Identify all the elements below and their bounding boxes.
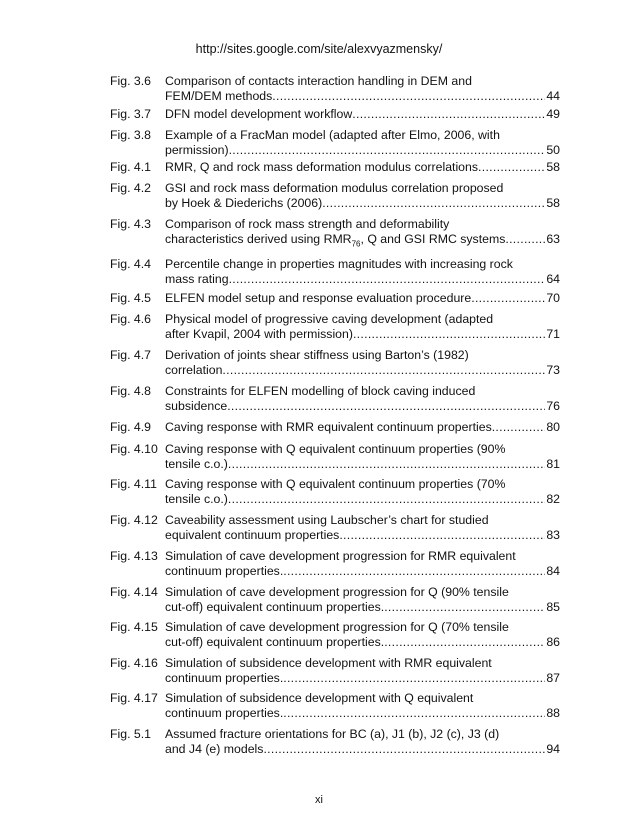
page-reference: 49 bbox=[546, 107, 560, 121]
page-reference: 71 bbox=[546, 327, 560, 342]
figure-entry bbox=[110, 727, 560, 757]
page-reference: 81 bbox=[546, 457, 560, 472]
caption-line: mass rating bbox=[165, 272, 229, 287]
dot-leader bbox=[471, 291, 545, 306]
figure-entry bbox=[110, 128, 560, 158]
caption-line: FEM/DEM methods bbox=[165, 89, 273, 103]
page-reference: 58 bbox=[546, 160, 560, 174]
figure-caption bbox=[165, 656, 560, 686]
caption-line: cut-off) equivalent continuum properties. bbox=[165, 635, 385, 650]
page-reference: 64 bbox=[546, 272, 560, 287]
caption-line: Simulation of cave development progression for Q (70% tensile bbox=[165, 620, 509, 635]
caption-line-with-leader bbox=[165, 89, 560, 104]
caption-line: Example of a FracMan model (adapted after Elmo, 2006, with bbox=[165, 128, 500, 142]
figure-number: Fig. 4.4 bbox=[110, 257, 152, 272]
dot-leader bbox=[229, 272, 546, 287]
figure-caption bbox=[165, 291, 560, 306]
figure-entry bbox=[110, 585, 560, 615]
figure-entry bbox=[110, 513, 560, 543]
caption-line: DFN model development workflow bbox=[165, 107, 353, 121]
caption-line-with-leader bbox=[165, 196, 560, 211]
caption-line: Simulation of subsidence development with RMR equivalent bbox=[165, 656, 492, 671]
figure-number: Fig. 4.3 bbox=[110, 217, 152, 231]
figure-caption bbox=[165, 620, 560, 650]
caption-line-with-leader bbox=[165, 272, 560, 287]
caption-line: characteristics derived using $RMR_{76}$, Q and GSI RMC systems bbox=[165, 232, 506, 249]
page-reference: 73 bbox=[546, 363, 560, 378]
caption-line-with-leader bbox=[165, 107, 560, 122]
caption-line: continuum properties. bbox=[165, 671, 284, 686]
dot-leader bbox=[283, 564, 545, 579]
caption-line: continuum properties. bbox=[165, 564, 284, 579]
page-reference: 82 bbox=[546, 492, 560, 507]
caption-line: tensile c.o.) bbox=[165, 457, 228, 472]
figure-entry bbox=[110, 620, 560, 650]
caption-line: Caveability assessment using Laubscher’s chart for studied bbox=[165, 513, 489, 528]
dot-leader bbox=[263, 742, 545, 757]
dot-leader bbox=[384, 635, 545, 650]
page-reference: 94 bbox=[546, 742, 560, 757]
figure-entry bbox=[110, 420, 560, 435]
figure-entry bbox=[110, 656, 560, 686]
figure-entry bbox=[110, 691, 560, 721]
caption-line-with-leader bbox=[165, 160, 560, 175]
figure-number: Fig. 4.17 bbox=[110, 691, 158, 706]
figure-entry bbox=[110, 549, 560, 579]
page-reference: 50 bbox=[546, 143, 560, 157]
caption-line-with-leader bbox=[165, 635, 560, 650]
figure-entry bbox=[110, 477, 560, 507]
caption-line: equivalent continuum properties bbox=[165, 528, 340, 543]
figure-entry bbox=[110, 291, 560, 306]
page-reference: 70 bbox=[546, 291, 560, 306]
page-reference: 87 bbox=[546, 671, 560, 686]
figure-caption bbox=[165, 513, 560, 543]
dot-leader bbox=[322, 196, 545, 211]
page-reference: 44 bbox=[546, 89, 560, 103]
caption-line: tensile c.o.) bbox=[165, 492, 228, 507]
caption-line: Simulation of subsidence development with Q equivalent bbox=[165, 691, 474, 706]
figure-number: Fig. 4.1 bbox=[110, 160, 152, 174]
figure-caption bbox=[165, 384, 560, 414]
caption-line: after Kvapil, 2004 with permission) bbox=[165, 327, 353, 342]
page-reference: 76 bbox=[546, 399, 560, 414]
figure-caption bbox=[165, 585, 560, 615]
figure-caption bbox=[165, 74, 560, 104]
page-reference: 58 bbox=[546, 196, 560, 210]
caption-line: Constraints for ELFEN modelling of block caving induced bbox=[165, 384, 476, 399]
page-reference: 83 bbox=[546, 528, 560, 543]
caption-line: Caving response with Q equivalent continuum properties (90% bbox=[165, 442, 506, 457]
dot-leader bbox=[478, 160, 545, 175]
caption-line: permission) bbox=[165, 143, 229, 157]
figure-number: Fig. 4.13 bbox=[110, 549, 158, 564]
figure-caption bbox=[165, 128, 560, 158]
figure-entry bbox=[110, 384, 560, 414]
caption-line: Derivation of joints shear stiffness using Barton’s (1982) bbox=[165, 348, 469, 363]
figure-number: Fig. 4.9 bbox=[110, 420, 152, 435]
caption-line: RMR, Q and rock mass deformation modulus correlations bbox=[165, 160, 479, 174]
caption-line: Comparison of rock mass strength and deformability bbox=[165, 217, 450, 231]
page-reference: 88 bbox=[546, 706, 560, 721]
dot-leader bbox=[283, 671, 545, 686]
figure-entry bbox=[110, 107, 560, 122]
caption-line-with-leader bbox=[165, 492, 560, 507]
page-reference: 85 bbox=[546, 600, 560, 615]
caption-line-with-leader bbox=[165, 600, 560, 615]
figure-entry bbox=[110, 160, 560, 175]
caption-line-with-leader bbox=[165, 327, 560, 342]
caption-line: Simulation of cave development progression for Q (90% tensile bbox=[165, 585, 509, 600]
dot-leader bbox=[339, 528, 545, 543]
figure-number: Fig. 4.14 bbox=[110, 585, 158, 600]
dot-leader bbox=[283, 706, 545, 721]
figure-caption bbox=[165, 348, 560, 378]
dot-leader bbox=[505, 232, 545, 251]
caption-line: GSI and rock mass deformation modulus correlation proposed bbox=[165, 181, 504, 195]
dot-leader bbox=[222, 363, 545, 378]
figure-caption bbox=[165, 217, 560, 251]
figure-entry bbox=[110, 442, 560, 472]
dot-leader bbox=[228, 457, 545, 472]
figure-number: Fig. 4.10 bbox=[110, 442, 158, 457]
dot-leader bbox=[384, 600, 545, 615]
figure-caption bbox=[165, 107, 560, 122]
dot-leader bbox=[272, 89, 545, 104]
caption-line: by Hoek & Diederichs (2006) bbox=[165, 196, 323, 210]
figure-caption bbox=[165, 442, 560, 472]
figure-caption bbox=[165, 420, 560, 435]
caption-line-with-leader bbox=[165, 399, 560, 414]
figure-number: Fig. 4.6 bbox=[110, 312, 152, 327]
caption-line: Percentile change in properties magnitudes with increasing rock bbox=[165, 257, 513, 272]
figure-number: Fig. 4.11 bbox=[110, 477, 157, 492]
figure-caption bbox=[165, 727, 560, 757]
figure-number: Fig. 5.1 bbox=[110, 727, 152, 742]
caption-line: and J4 (e) models bbox=[165, 742, 264, 757]
figure-entry bbox=[110, 74, 560, 104]
figure-caption bbox=[165, 160, 560, 175]
caption-line: Caving response with Q equivalent continuum properties (70% bbox=[165, 477, 506, 492]
caption-line-with-leader bbox=[165, 232, 560, 251]
caption-line: cut-off) equivalent continuum properties. bbox=[165, 600, 385, 615]
caption-line-with-leader bbox=[165, 363, 560, 378]
figure-caption bbox=[165, 691, 560, 721]
figure-number: Fig. 4.5 bbox=[110, 291, 152, 306]
caption-line: Comparison of contacts interaction handling in DEM and bbox=[165, 74, 472, 88]
caption-line: Physical model of progressive caving development (adapted bbox=[165, 312, 494, 327]
figure-caption bbox=[165, 312, 560, 342]
caption-line-with-leader bbox=[165, 143, 560, 158]
caption-line-with-leader bbox=[165, 564, 560, 579]
caption-line-with-leader bbox=[165, 742, 560, 757]
caption-line: continuum properties. bbox=[165, 706, 284, 721]
figure-entry bbox=[110, 181, 560, 211]
caption-line: Simulation of cave development progression for RMR equivalent bbox=[165, 549, 516, 564]
figure-entry bbox=[110, 257, 560, 287]
figure-number: Fig. 4.7 bbox=[110, 348, 152, 363]
figure-caption bbox=[165, 181, 560, 211]
caption-line-with-leader bbox=[165, 528, 560, 543]
page-reference: 80 bbox=[546, 420, 560, 435]
figure-caption bbox=[165, 257, 560, 287]
figure-number: Fig. 4.12 bbox=[110, 513, 158, 528]
caption-line: Caving response with RMR equivalent continuum properties bbox=[165, 420, 492, 435]
page-header-url: http://sites.google.com/site/alexvyazmensky/ bbox=[195, 42, 443, 56]
figure-number: Fig. 3.6 bbox=[110, 74, 152, 88]
page-reference: 84 bbox=[546, 564, 560, 579]
figure-caption bbox=[165, 549, 560, 579]
dot-leader bbox=[229, 143, 546, 158]
caption-line: ELFEN model setup and response evaluation procedure bbox=[165, 291, 472, 306]
caption-line: subsidence bbox=[165, 399, 228, 414]
caption-line-with-leader bbox=[165, 706, 560, 721]
figure-entry bbox=[110, 348, 560, 378]
page-reference: 86 bbox=[546, 635, 560, 650]
page-reference: 63 bbox=[546, 232, 560, 246]
dot-leader bbox=[492, 420, 546, 435]
dot-leader bbox=[228, 492, 545, 507]
caption-line-with-leader bbox=[165, 457, 560, 472]
caption-line: Assumed fracture orientations for BC (a), J1 (b), J2 (c), J3 (d) bbox=[165, 727, 500, 742]
dot-leader bbox=[227, 399, 545, 414]
figure-number: Fig. 3.7 bbox=[110, 107, 152, 121]
figure-number: Fig. 3.8 bbox=[110, 128, 152, 142]
figure-number: Fig. 4.15 bbox=[110, 620, 158, 635]
dot-leader bbox=[353, 327, 545, 342]
page-number: xi bbox=[315, 794, 323, 806]
figure-number: Fig. 4.8 bbox=[110, 384, 152, 399]
figure-number: Fig. 4.2 bbox=[110, 181, 152, 195]
figure-caption bbox=[165, 477, 560, 507]
figure-entry bbox=[110, 217, 560, 251]
caption-line-with-leader bbox=[165, 420, 560, 435]
list-of-figures bbox=[110, 74, 560, 757]
caption-line: correlation bbox=[165, 363, 223, 378]
caption-line-with-leader bbox=[165, 671, 560, 686]
caption-line-with-leader bbox=[165, 291, 560, 306]
figure-number: Fig. 4.16 bbox=[110, 656, 158, 671]
dot-leader bbox=[352, 107, 545, 122]
figure-entry bbox=[110, 312, 560, 342]
